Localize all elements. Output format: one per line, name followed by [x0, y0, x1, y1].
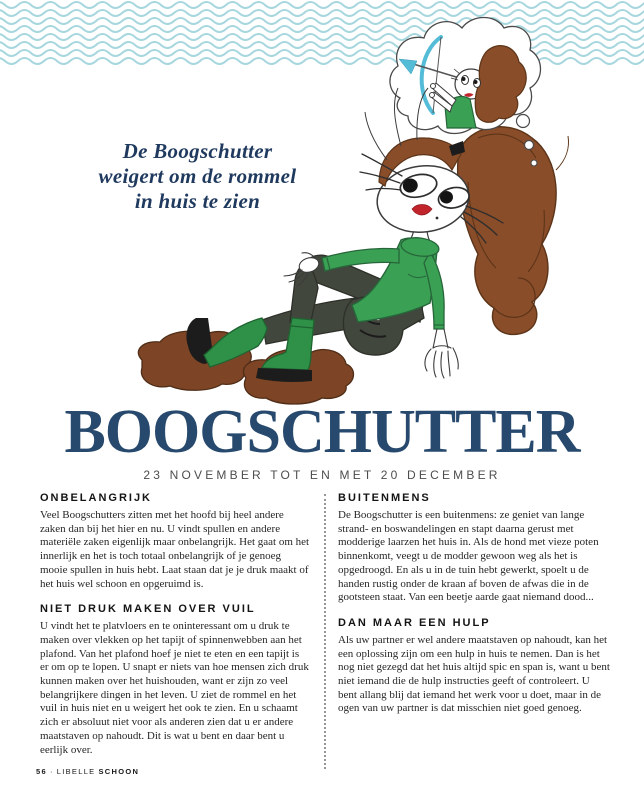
date-range: 23 NOVEMBER TOT EN MET 20 DECEMBER	[143, 468, 501, 482]
intro-line: in huis te zien	[134, 189, 261, 213]
section-heading: ONBELANGRIJK	[40, 492, 153, 504]
intro-line: weigert om de rommel	[98, 164, 297, 188]
left-column	[40, 492, 310, 769]
page-number: 56	[36, 767, 47, 776]
section-heading: NIET DRUK MAKEN OVER VUIL	[40, 603, 256, 616]
article-section	[40, 492, 310, 591]
intro-line: De Boogschutter	[122, 139, 273, 163]
intro-heading	[50, 139, 345, 214]
section-body: De Boogschutter is een buitenmens: ze geniet van lange strand- en boswandelingen en stapt daarna gerust met modderige laarzen het huis in. Als de hond met vieze poten binnenkomt, veegt u de modder gewoon weg als het is opgedroogd. En als u in de tuin hebt gewerkt, spoelt u de handen rustig onder de kraan af boven de afwas die in de gootsteen staat. Van een beetje aarde gaat niemand dood...	[338, 509, 599, 604]
section-body: Veel Boogschutters zitten met het hoofd bij heel andere zaken dan bij het hier en nu. U vindt spullen en andere materiële zaken eigenlijk maar onbelangrijk. Het gaat om het innerlijk en het is toch totaal onbelangrijk of je genoeg mooie spullen in huis hebt. Laat staan dat je je druk maakt of het huis wel schoon en opgeruimd is.	[40, 509, 310, 590]
section-heading: BUITENMENS	[338, 492, 431, 504]
right-column	[338, 492, 610, 769]
wave-pattern	[0, 2, 644, 64]
section-heading: DAN MAAR EEN HULP	[338, 616, 491, 629]
article-columns	[40, 492, 610, 769]
column-divider	[324, 494, 326, 769]
footer	[36, 767, 142, 776]
article-section	[338, 617, 610, 716]
article-section	[338, 492, 610, 605]
section-body: Als uw partner er wel andere maatstaven op nahoudt, kan het een oplossing zijn om een hulp in huis te nemen. Dan is het nog niet gezegd dat het huis altijd spic en span is, want u bent niet iemand die de hulp instructies geeft of controleert. U bent allang blij dat iemand het werk voor u doet, maar in de ogen van uw partner is dat misschien niet goed genoeg.	[338, 633, 610, 715]
section-name: SCHOON	[98, 767, 140, 776]
right-hand	[425, 329, 458, 378]
ponytail	[458, 127, 569, 335]
article-section	[40, 603, 310, 757]
footer-separator: ·	[49, 767, 54, 776]
section-body: U vindt het te platvloers en te oninteressant om u druk te maken over vlekken op het tapijt of spinnenwebben aan het plafond. Van het plafond hoef je niet te eten en een tapijt is er om op te lopen. U snapt er niets van hoe mensen zich druk kunnen maken over het huishouden, want er zijn zo veel belangrijkere dingen in het leven. U ziet de rommel en het vuil in huis niet en u weigert het ook te zien. En u schaamt zich er absoluut niet voor als anderen zien dat u er andere maatstaven op nahoudt. Dit is wat u bent en daar bent u eerlijk over.	[40, 620, 309, 756]
magazine-name: LIBELLE	[56, 767, 96, 776]
beauty-mark	[436, 217, 439, 220]
page-title: BOOGSCHUTTER	[64, 398, 580, 466]
